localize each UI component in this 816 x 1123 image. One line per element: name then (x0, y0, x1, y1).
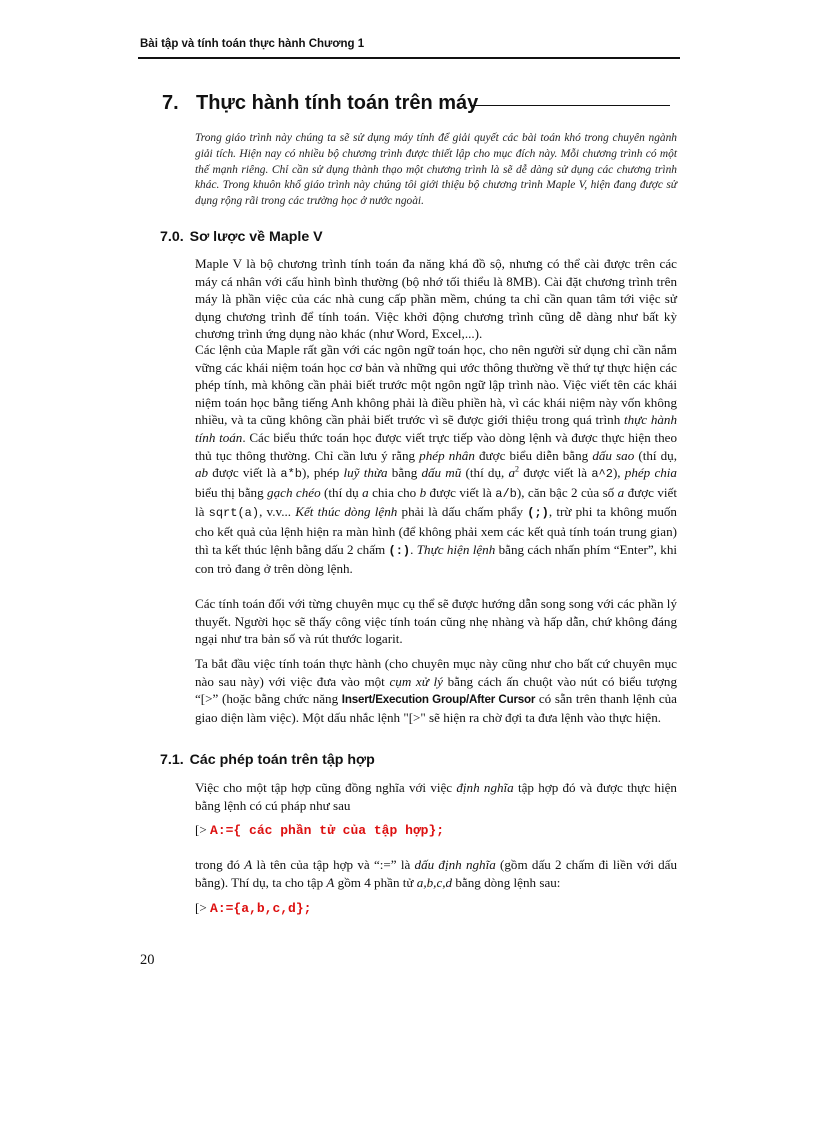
command-prompt: [> (195, 900, 207, 915)
heading-rule (470, 105, 670, 106)
text: được viết là (519, 465, 592, 481)
text: (thí dụ, (634, 447, 677, 463)
text: bằng dòng lệnh sau: (452, 874, 561, 890)
text: . (410, 541, 417, 557)
chapter-number: 7. (162, 92, 179, 114)
section-number: 7.1. (160, 752, 184, 768)
paragraph-definition-sign (195, 856, 677, 891)
emphasis: ab (195, 465, 209, 481)
text: được viết là (195, 484, 677, 520)
emphasis: dấu định nghĩa (414, 857, 496, 872)
emphasis: a (362, 484, 369, 500)
chapter-heading (162, 92, 478, 115)
emphasis: thực hành tính toán (195, 412, 678, 445)
text: Các lệnh của Maple rất gần với các ngôn ngữ toán học, cho nên người sử dụng chỉ cần nắm vững các khái niệm toán học cơ bản và những qui ước thông thường về thứ tự thực hiện các phép tính, mà không cần phải biết trước một ngôn ngữ lập trình nào. Việc viết tên các khái niệm toán học bằng tiếng Anh không phải là điều phiền hà, vì các khái niệm này vốn không nhiều, và ta cũng không cần phải biết trước vì sẽ được giới thiệu trong quá trình (195, 342, 677, 428)
code-snippet: sqrt(a) (208, 506, 260, 521)
text: . Các biểu thức toán học được viết trực tiếp vào dòng lệnh và được thực hiện theo thủ tục thông thường. Chỉ cần lưu ý rằng (195, 429, 677, 463)
text: , trừ phi ta không muốn cho kết quả của lệnh hiện ra màn hình (để không phải xem các kết quả tính toán trung gian) thì ta kết thúc lệnh bằng dấu 2 chấm (195, 504, 677, 557)
command-prompt: [> (195, 822, 207, 837)
emphasis: dấu sao (592, 447, 635, 463)
text: phải là dấu chấm phẩy (397, 504, 528, 520)
text: (thí dụ, (461, 465, 509, 481)
emphasis: Kết thúc dòng lệnh (295, 504, 398, 520)
emphasis: A (244, 857, 253, 872)
text: bằng (387, 465, 422, 481)
text: được biểu diễn bằng (474, 447, 593, 463)
emphasis: a,b,c,d (416, 874, 453, 890)
text: ), căn bậc 2 của số (516, 484, 618, 500)
text: chia cho (368, 484, 420, 500)
command-code: A:={a,b,c,d}; (210, 901, 312, 916)
paragraph-maple-overview: Maple V là bộ chương trình tính toán đa năng khá đồ sộ, nhưng có thể cài được trên các máy cá nhân với cấu hình bình thường (bộ nhớ tối thiểu là 8MB). Cài đặt chương trình trên máy là phần việc của các nhà cung cấp phần mềm, chúng ta chỉ cần quan tâm tới việc sử dụng chương trình để tính toán. Việc khởi động chương trình cũng dễ dàng như bất kỳ chương trình ứng dụng nào khác (như Word, Excel,...). (195, 256, 677, 342)
paragraph-set-definition (195, 779, 677, 814)
paragraph-maple-commands (195, 341, 677, 578)
menu-path: Insert/Execution Group/After Cursor (341, 693, 536, 707)
emphasis: b (419, 484, 427, 500)
text: (gồm dấu 2 chấm đi liền với dấu bằng). Thí dụ, ta cho tập (195, 857, 678, 890)
emphasis: dấu mũ (421, 465, 462, 481)
text: Ta bắt đầu việc tính toán thực hành (cho chuyên mục này cũng như cho bất cứ chuyên mục nào sau này) với việc đưa vào một (195, 656, 677, 689)
text: tập hợp đó và được thực hiện bằng lệnh có cú pháp như sau (195, 780, 677, 813)
paragraph-getting-started (195, 655, 677, 726)
code-snippet: a*b (280, 467, 302, 482)
text: trong đó (195, 857, 245, 872)
superscript: 2 (515, 464, 520, 474)
emphasis: cụm xử lý (389, 673, 443, 689)
header-rule (138, 57, 680, 59)
command-line-syntax (195, 822, 444, 838)
emphasis: a (508, 465, 516, 481)
emphasis: phép chia (624, 465, 677, 481)
text: có sẵn trên thanh lệnh của giao diện làm việc). Một dấu nhắc lệnh "[>" sẽ hiện ra chờ đợi ta đưa lệnh vào thực hiện. (195, 691, 677, 725)
text: được viết là (208, 465, 281, 481)
text: bằng cách ấn chuột vào nút có biểu tượng “[>” (hoặc bằng chức năng (195, 673, 677, 707)
emphasis: gạch chéo (267, 484, 321, 500)
code-snippet: a^2 (591, 467, 613, 482)
text: được viết là (426, 484, 496, 500)
text: là tên của tập hợp và “:=” là (252, 857, 415, 872)
code-snippet: (;) (527, 506, 549, 521)
command-line-example (195, 900, 311, 916)
page-number: 20 (140, 952, 155, 968)
emphasis: luỹ thừa (343, 465, 388, 481)
code-snippet: (:) (388, 543, 411, 558)
section-heading-7-1 (160, 752, 375, 768)
chapter-intro: Trong giáo trình này chúng ta sẽ sử dụng máy tính để giải quyết các bài toán khó trong chuyên ngành giải tích. Hiện nay có nhiều bộ chương trình được thiết lập cho mục đích này. Mỗi chương trình có một thế mạnh riêng. Chỉ cần sử dụng thành thạo một chương trình là sẽ dễ dàng sử dụng các chương trình khác. Trong khuôn khổ giáo trình này chúng tôi giới thiệu bộ chương trình Maple V, hiện đang được sử dụng rộng rãi trong các trường học ở nước ngoài. (195, 132, 677, 208)
section-title: Sơ lược về Maple V (189, 229, 323, 245)
text: bằng cách nhấn phím “Enter”, khi con trỏ đang ở trên dòng lệnh. (195, 541, 678, 577)
section-title: Các phép toán trên tập hợp (189, 752, 375, 768)
text: Việc cho một tập hợp cũng đồng nghĩa với việc (195, 780, 457, 795)
running-header: Bài tập và tính toán thực hành Chương 1 (140, 38, 365, 50)
text: (thí dụ (320, 484, 363, 500)
text: gồm 4 phần tử (334, 874, 417, 890)
code-snippet: a/b (495, 486, 517, 501)
emphasis: Thực hiện lệnh (416, 541, 496, 557)
command-code: A:={ các phần tử của tập hợp}; (210, 823, 445, 838)
text: biểu thị bằng (195, 484, 268, 500)
emphasis: A (326, 874, 335, 890)
text: ), (612, 465, 625, 481)
text: , v.v... (259, 504, 296, 520)
section-number: 7.0. (160, 229, 184, 245)
emphasis: phép nhân (419, 447, 475, 463)
text: ), phép (302, 465, 344, 481)
emphasis: a (617, 484, 625, 500)
section-heading-7-0 (160, 229, 323, 245)
paragraph-calculations: Các tính toán đối với từng chuyên mục cụ thể sẽ được hướng dẫn song song với các phần lý thuyết. Người học sẽ thấy công việc tính toán cũng nhẹ nhàng và hấp dẫn, chứ không đáng ngại như tra bản số và rút thước logarit. (195, 596, 677, 647)
chapter-title: Thực hành tính toán trên máy (196, 92, 479, 114)
emphasis: định nghĩa (456, 780, 514, 795)
